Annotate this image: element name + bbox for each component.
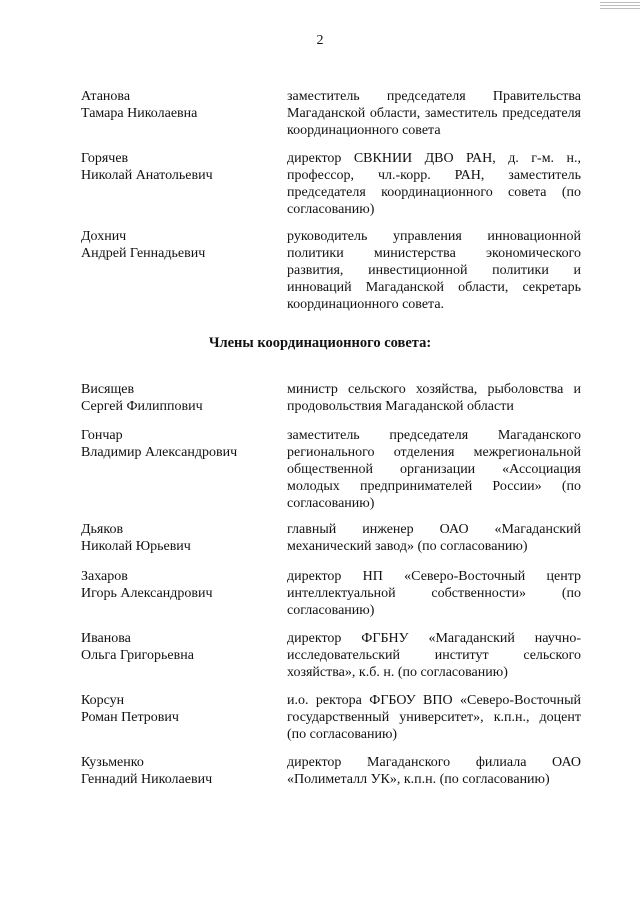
position: директор ФГБНУ «Магаданский научно-исследовательский институт сельского хозяйства», к.б. н. (по согласованию) (287, 631, 581, 680)
page-number: 2 (316, 33, 324, 48)
person-name (81, 630, 276, 664)
person-name (81, 754, 276, 788)
surname: Захаров (81, 569, 128, 584)
given-names: Николай Юрьевич (81, 539, 191, 554)
person-name (81, 381, 276, 415)
given-names: Геннадий Николаевич (81, 772, 213, 787)
surname: Гончар (81, 428, 123, 443)
person-name (81, 692, 276, 726)
person-name (81, 150, 276, 184)
surname: Корсун (81, 693, 125, 708)
person-name (81, 228, 276, 262)
surname: Горячев (81, 151, 129, 166)
person-name (81, 427, 276, 461)
position: и.о. ректора ФГБОУ ВПО «Северо-Восточный государственный университет», к.п.н., доцент (по согласованию) (287, 693, 581, 742)
person-name (81, 521, 276, 555)
given-names: Сергей Филиппович (81, 399, 203, 414)
person-name (81, 88, 276, 122)
section-heading: Члены координационного совета: (208, 335, 432, 351)
given-names: Тамара Николаевна (81, 106, 198, 121)
position: директор НП «Северо-Восточный центр интеллектуальной собственности» (по согласованию) (287, 569, 581, 618)
given-names: Андрей Геннадьевич (81, 246, 206, 261)
surname: Дьяков (81, 522, 124, 537)
surname: Висящев (81, 382, 135, 397)
position: главный инженер ОАО «Магаданский механический завод» (по согласованию) (287, 522, 581, 554)
person-name (81, 568, 276, 602)
given-names: Игорь Александрович (81, 586, 213, 601)
given-names: Николай Анатольевич (81, 168, 213, 183)
surname: Атанова (81, 89, 131, 104)
surname: Иванова (81, 631, 131, 646)
position: директор Магаданского филиала ОАО «Полиметалл УК», к.п.н. (по согласованию) (287, 755, 581, 787)
given-names: Ольга Григорьевна (81, 648, 194, 663)
surname: Кузьменко (81, 755, 144, 770)
scan-edge-marks (600, 0, 640, 10)
position: директор СВКНИИ ДВО РАН, д. г-м. н., профессор, чл.-корр. РАН, заместитель председателя координационного совета (по согласованию) (287, 151, 581, 217)
given-names: Роман Петрович (81, 710, 179, 725)
position: заместитель председателя Правительства Магаданской области, заместитель председателя координационного совета (287, 89, 581, 138)
position: руководитель управления инновационной политики министерства экономического развития, инвестиционной политики и инноваций Магаданской области, секретарь координационного совета. (287, 229, 581, 312)
position: заместитель председателя Магаданского регионального отделения межрегиональной общественной организации «Ассоциация молодых предпринимателей России» (по согласованию) (287, 428, 581, 511)
position: министр сельского хозяйства, рыболовства и продовольствия Магаданской области (287, 382, 581, 414)
given-names: Владимир Александрович (81, 445, 238, 460)
surname: Дохнич (81, 229, 127, 244)
